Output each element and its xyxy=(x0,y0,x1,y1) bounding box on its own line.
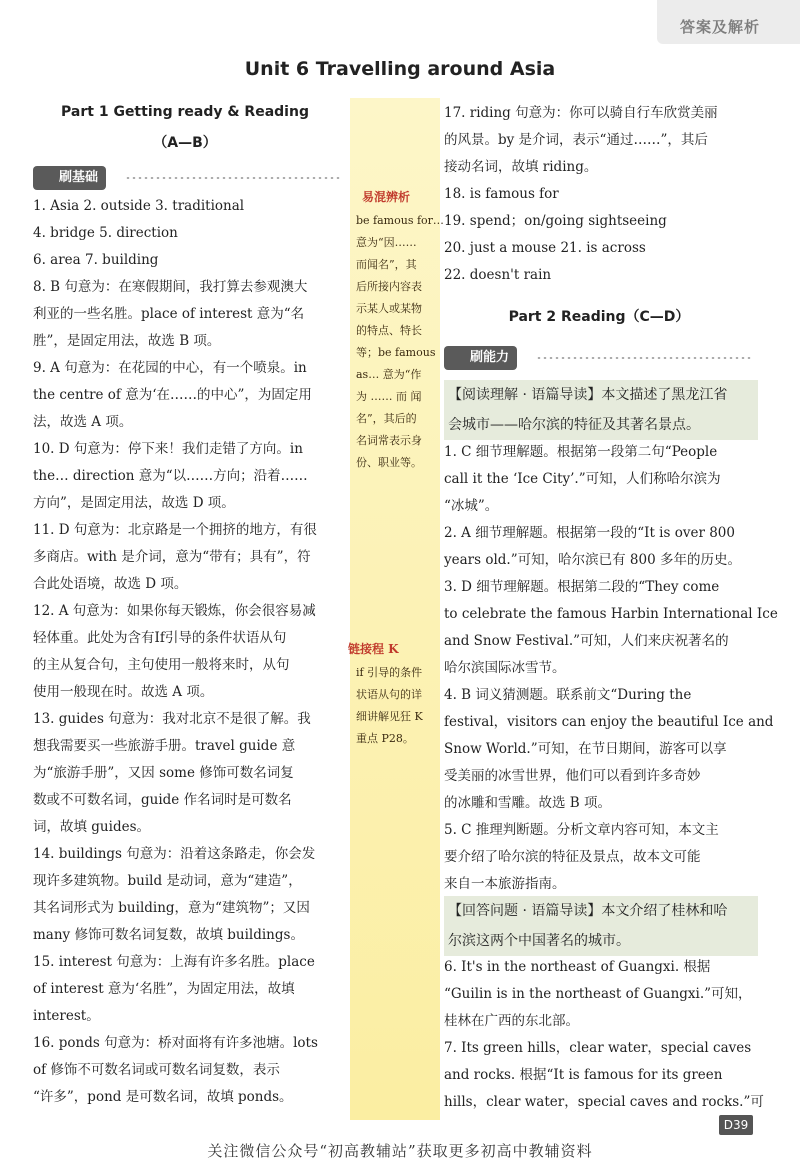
answer-line: 的冰雕和雪雕。故选 B 项。 xyxy=(444,795,612,811)
answer-line: hills，clear water，special caves and rocks.”可 xyxy=(444,1094,764,1110)
answer-line: festival，visitors can enjoy the beautiful Ice and xyxy=(444,714,774,730)
answer-line: call it the ‘Ice City’.”可知，人们称哈尔滨为 xyxy=(444,471,721,487)
side-note-line: 名词常表示身 xyxy=(356,434,422,447)
answer-line: 11. D 句意为：北京路是一个拥挤的地方，有很 xyxy=(33,522,317,538)
answer-line: 16. ponds 句意为：桥对面将有许多池塘。lots xyxy=(33,1035,318,1051)
answer-line: 哈尔滨国际冰雪节。 xyxy=(444,660,566,676)
answer-line: 18. is famous for xyxy=(444,186,559,202)
answer-line: 6. It's in the northeast of Guangxi. 根据 xyxy=(444,959,711,975)
answer-line: 7. Its green hills，clear water，special caves xyxy=(444,1040,752,1056)
answer-line: and Snow Festival.”可知，人们来庆祝著名的 xyxy=(444,633,729,649)
answer-line: 15. interest 句意为：上海有许多名胜。place xyxy=(33,954,315,970)
side-note-line: 份、职业等。 xyxy=(356,456,422,469)
answer-line: and rocks. 根据“It is famous for its green xyxy=(444,1067,723,1083)
page-number: D39 xyxy=(719,1115,753,1135)
answer-line: years old.”可知，哈尔滨已有 800 多年的历史。 xyxy=(444,552,741,568)
band-line: 【回答问题 · 语篇导读】本文介绍了桂林和哈 xyxy=(448,903,728,919)
answer-line: 5. C 推理判断题。分析文章内容可知，本文主 xyxy=(444,822,719,838)
answer-line: 12. A 句意为：如果你每天锻炼，你会很容易减 xyxy=(33,603,316,619)
answer-line: 多商店。with 是介词，意为“带有；具有”，符 xyxy=(33,549,311,565)
side-note-line: 重点 P28。 xyxy=(356,732,414,745)
answer-line: 接动名词，故填 riding。 xyxy=(444,159,598,175)
answer-line: 1. C 细节理解题。根据第一段第二句“People xyxy=(444,444,718,460)
part1-subtitle: （A—B） xyxy=(153,135,217,151)
answer-line: 6. area 7. building xyxy=(33,252,159,268)
side-note-line: 状语从句的详 xyxy=(356,688,422,701)
answer-line: 受美丽的冰雪世界，他们可以看到许多奇妙 xyxy=(444,768,701,784)
part1-title: Part 1 Getting ready & Reading xyxy=(61,104,309,120)
answer-line: many 修饰可数名词复数，故填 buildings。 xyxy=(33,927,304,943)
badge-basic xyxy=(33,166,343,192)
answer-line: 利亚的一些名胜。place of interest 意为“名 xyxy=(33,306,305,322)
answer-line: 20. just a mouse 21. is across xyxy=(444,240,646,256)
answer-line: “许多”，pond 是可数名词，故填 ponds。 xyxy=(33,1089,293,1105)
left-answer-list xyxy=(33,193,348,1111)
answer-line: 使用一般现在时。故选 A 项。 xyxy=(33,684,214,700)
answer-line: 轻体重。此处为含有If引导的条件状语从句 xyxy=(33,630,287,646)
answer-line: 来自一本旅游指南。 xyxy=(444,876,566,892)
side-note-line: 意为“因…… xyxy=(356,236,417,249)
right-mid-answers xyxy=(444,439,778,898)
header-section-label: 答案及解析 xyxy=(679,18,760,36)
answer-line: 想我需要买一些旅游手册。travel guide 意 xyxy=(33,738,296,754)
answer-line: 方向”，是固定用法，故选 D 项。 xyxy=(33,495,235,511)
answer-line: interest。 xyxy=(33,1008,100,1024)
answer-line: 现许多建筑物。build 是动词，意为“建造”， xyxy=(33,873,302,889)
side-note1 xyxy=(356,210,444,474)
right-bottom-answers xyxy=(444,954,764,1116)
side-note-line: 为 …… 而 闻 xyxy=(356,390,422,403)
side-note-line: be famous for… xyxy=(356,214,444,227)
side-note-line: 示某人或某物 xyxy=(356,302,422,315)
badge-divider xyxy=(125,176,340,180)
answer-line: 9. A 句意为：在花园的中心，有一个喷泉。in xyxy=(33,360,307,376)
answer-line: to celebrate the famous Harbin International Ice xyxy=(444,606,778,622)
answer-line: Snow World.”可知，在节日期间，游客可以享 xyxy=(444,741,727,757)
answer-line: 4. B 词义猜测题。联系前文“During the xyxy=(444,687,692,703)
answer-line: 2. A 细节理解题。根据第一段的“It is over 800 xyxy=(444,525,735,541)
answer-line: 4. bridge 5. direction xyxy=(33,225,178,241)
answer-line: 19. spend；on/going sightseeing xyxy=(444,213,667,229)
answer-line: 13. guides 句意为：我对北京不是很了解。我 xyxy=(33,711,311,727)
answer-line: 3. D 细节理解题。根据第二段的“They come xyxy=(444,579,720,595)
answer-line: 8. B 句意为：在寒假期间，我打算去参观澳大 xyxy=(33,279,308,295)
band-line: 【阅读理解 · 语篇导读】本文描述了黑龙江省 xyxy=(448,387,728,403)
side-note-line: 细讲解见狂 K xyxy=(356,710,423,723)
badge-ability-label: 刷能力 xyxy=(444,346,517,370)
answer-line: 胜”，是固定用法，故选 B 项。 xyxy=(33,333,221,349)
side-note-line: as… 意为“作 xyxy=(356,368,422,381)
side-note2 xyxy=(356,662,423,750)
answer-line: 22. doesn't rain xyxy=(444,267,552,283)
answer-line: 为“旅游手册”，又因 some 修饰可数名词复 xyxy=(33,765,294,781)
answer-line: “冰城”。 xyxy=(444,498,499,514)
side-note-line: 名”，其后的 xyxy=(356,412,417,425)
band-line: 会城市——哈尔滨的特征及其著名景点。 xyxy=(448,417,700,433)
side-note-line: if 引导的条件 xyxy=(356,666,423,679)
reading-intro-band xyxy=(444,380,758,440)
side-note2-title: 链接程 K xyxy=(348,642,399,656)
side-note-line: 后所接内容表 xyxy=(356,280,422,293)
answer-line: 桂林在广西的东北部。 xyxy=(444,1013,579,1029)
band-line: 尔滨这两个中国著名的城市。 xyxy=(448,933,630,949)
answer-line: 其名词形式为 building，意为“建筑物”；又因 xyxy=(33,900,310,916)
badge-ability xyxy=(444,346,754,372)
side-note-line: 的特点、特长 xyxy=(356,324,422,337)
answer-line: 数或不可数名词，guide 作名词时是可数名 xyxy=(33,792,292,808)
answer-line: of interest 意为‘名胜”，为固定用法，故填 xyxy=(33,981,295,997)
answer-line: 词，故填 guides。 xyxy=(33,819,151,835)
questions-intro-band xyxy=(444,896,758,956)
side-note-line: 而闻名”，其 xyxy=(356,258,417,271)
part2-title: Part 2 Reading（C—D） xyxy=(508,309,690,325)
answer-line: 1. Asia 2. outside 3. traditional xyxy=(33,198,245,214)
answer-line: of 修饰不可数名词或可数名词复数，表示 xyxy=(33,1062,280,1078)
badge-basic-label: 刷基础 xyxy=(33,166,106,190)
answer-line: 10. D 句意为：停下来！我们走错了方向。in xyxy=(33,441,303,457)
answer-line: 法，故选 A 项。 xyxy=(33,414,133,430)
unit-title: Unit 6 Travelling around Asia xyxy=(244,58,556,80)
header-section-tab xyxy=(657,0,800,44)
answer-line: 14. buildings 句意为：沿着这条路走，你会发 xyxy=(33,846,316,862)
side-note-line: 等；be famous xyxy=(356,346,436,359)
answer-line: 的主从复合句，主句使用一般将来时，从句 xyxy=(33,657,290,673)
badge-divider xyxy=(536,356,751,360)
answer-line: 要介绍了哈尔滨的特征及景点，故本文可能 xyxy=(444,849,701,865)
side-note1-title: 易混辨析 xyxy=(362,190,411,204)
right-top-answers xyxy=(444,100,764,289)
answer-line: the… direction 意为“以……方向；沿着…… xyxy=(33,468,308,484)
answer-line: 的风景。by 是介词，表示“通过……”，其后 xyxy=(444,132,708,148)
answer-line: 17. riding 句意为：你可以骑自行车欣赏美丽 xyxy=(444,105,718,121)
answer-line: the centre of 意为‘在……的中心”，为固定用 xyxy=(33,387,312,403)
answer-line: 合此处语境，故选 D 项。 xyxy=(33,576,188,592)
answer-line: “Guilin is in the northeast of Guangxi.”可知， xyxy=(444,986,752,1002)
footer-note: 关注微信公众号“初高教辅站”获取更多初高中教辅资料 xyxy=(207,1142,593,1160)
